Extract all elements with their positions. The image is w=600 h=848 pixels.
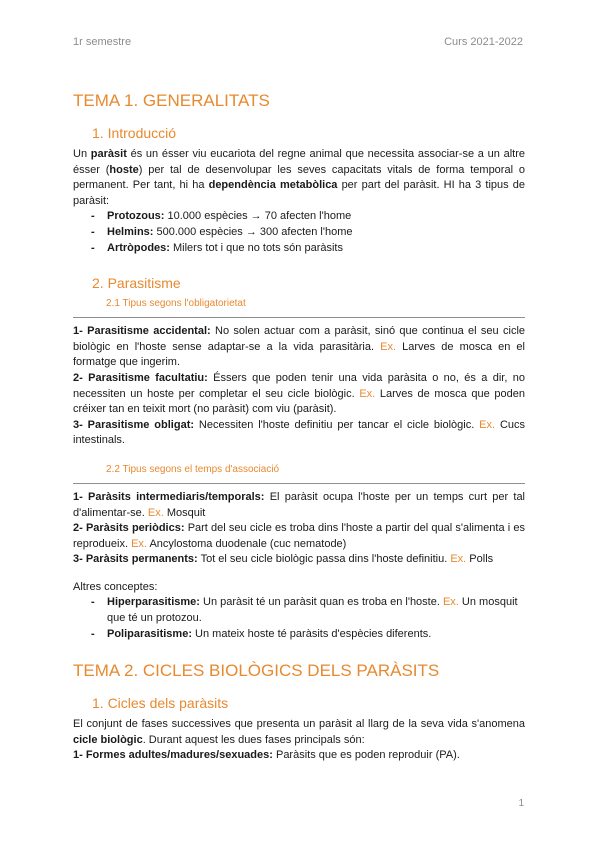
tema1-title: TEMA 1. GENERALITATS [73,91,270,110]
obligatorietat-item: 3- Parasitisme obligat: Necessiten l'hoste definitiu per tancar el cicle biològic. Ex. Cucs intestinals. [73,418,526,447]
list-item: - Poliparasitisme: Un mateix hoste té paràsits d'espècies diferents. [91,627,525,643]
page-number: 1 [518,798,524,809]
divider [73,483,525,484]
list-item: - Helmins: 500.000 espècies → 300 afecten l'home [91,225,525,241]
cicles-heading: 1. Cicles dels paràsits [92,695,229,712]
altres-conceptes-list [73,595,525,642]
cicles-paragraph: El conjunt de fases successives que presenta un paràsit al llarg de la seva vida s'anomena cicle biològic. Durant aquest les dues fases principals són: [73,718,525,746]
cicles-item: 1- Formes adultes/madures/sexuades: Paràsits que es poden reproduir (PA). [73,749,460,762]
header-semester: 1r semestre [73,36,132,48]
temps-subheading: 2.2 Tipus segons el temps d'associació [106,463,280,475]
list-item: - Artròpodes: Milers tot i que no tots són paràsits [91,241,525,257]
obligatorietat-subheading: 2.1 Tipus segons l'obligatorietat [106,298,246,310]
header-course-year: Curs 2021-2022 [444,36,523,48]
temps-item: 1- Paràsits intermediaris/temporals: El paràsit ocupa l'hoste per un temps curt per tal d'alimentar-se. Ex. Mosquit [73,490,525,519]
intro-heading: 1. Introducció [92,125,177,141]
obligatorietat-item: 2- Parasitisme facultatiu: Éssers que poden tenir una vida paràsita o no, és a dir, no necessiten un hoste per completar el seu cicle biològic. Ex. Larves de mosca que poden créixer tan en teixit mort (no paràsit) com viu (paràsit). [73,371,525,416]
tema2-title: TEMA 2. CICLES BIOLÒGICS DELS PARÀSITS [73,661,440,681]
altres-conceptes-label: Altres conceptes: [73,580,158,593]
divider [73,317,525,318]
temps-item: 2- Paràsits periòdics: Part del seu cicle es troba dins l'hoste a partir del qual s'alimenta i es reprodueix. Ex. Ancylostoma duodenale (cuc nematode) [73,522,525,550]
list-item: - Hiperparasitisme: Un paràsit té un paràsit quan es troba en l'hoste. Ex. Un mosquit que té un protozou. [91,595,525,626]
parasitisme-heading: 2. Parasitisme [92,275,181,292]
document-body [73,90,525,764]
intro-paragraph: Un paràsit és un ésser viu eucariota del regne animal que necessita associar-se a un altre ésser (hoste) per tal de desenvolupar les seves capacitats vitals de forma temporal o permanent. Per tant, hi ha dependència metabòlica per part del paràsit. HI ha 3 tipus de paràsit: [73,148,525,207]
obligatorietat-item: 1- Parasitisme accidental: No solen actuar com a paràsit, sinó que continua el seu cicle biològic en l'hoste sense adaptar-se a la vida parasitària. Ex. Larves de mosca en el formatge que ingerim. [73,325,526,369]
list-item: - Protozous: 10.000 espècies → 70 afecten l'home [91,209,525,225]
parasite-types-list [73,209,525,256]
temps-item: 3- Paràsits permanents: Tot el seu cicle biològic passa dins l'hoste definitiu. Ex. Polls [73,553,494,566]
